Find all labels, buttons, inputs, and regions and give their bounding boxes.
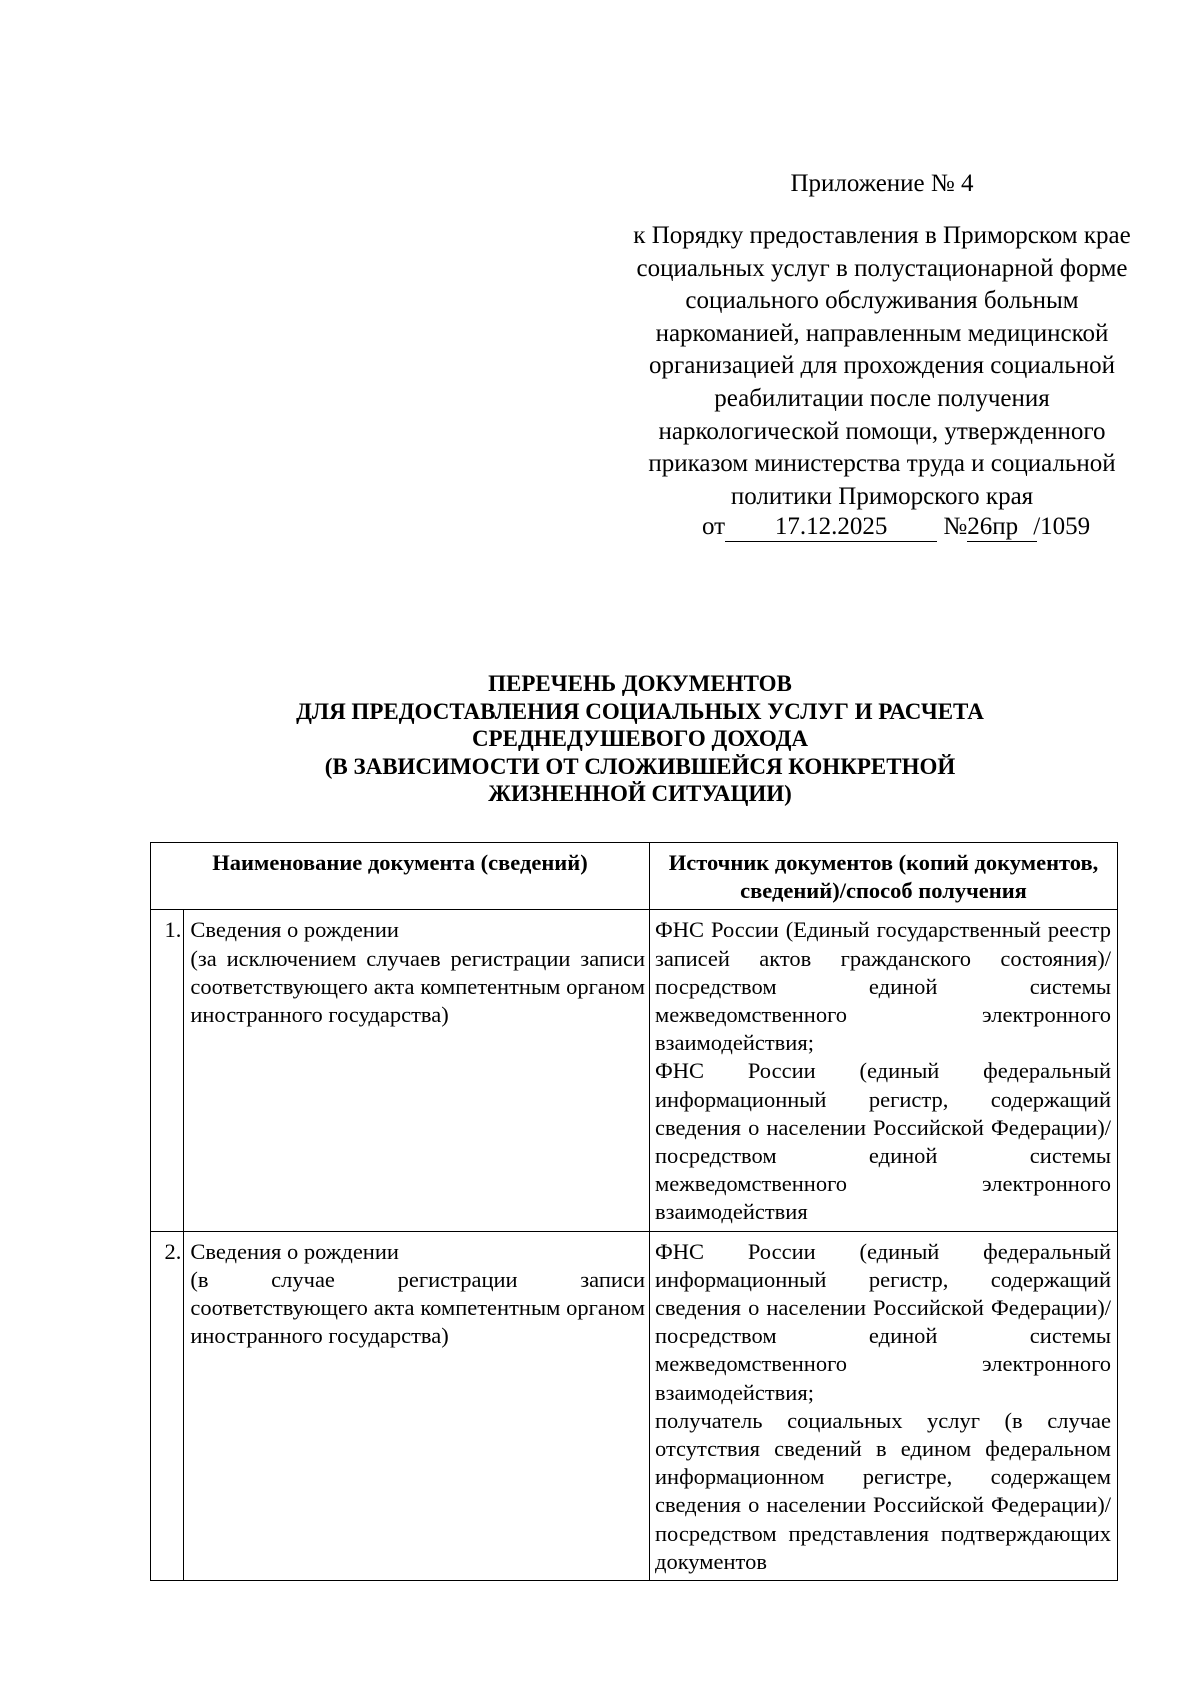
date-prefix: от: [702, 513, 726, 541]
row-name-title: Сведения о рождении: [190, 917, 399, 943]
heading-line: СРЕДНЕДУШЕВОГО ДОХОДА: [471, 726, 809, 751]
table-row: [151, 1231, 1118, 1580]
source-paragraph: ФНС России (Единый государственный реестр записей актов гражданского состояния)/посредством единой системы межведомственного электронного взаимодействия;: [655, 917, 1111, 1056]
source-paragraph: ФНС России (единый федеральный информационный регистр, содержащий сведения о населении Российской Федерации)/посредством единой системы межведомственного электронного взаимодействия: [655, 1058, 1111, 1225]
row-name-title: Сведения о рождении: [190, 1238, 399, 1264]
order-number-suffix: /1059: [1033, 513, 1091, 541]
row-name: [184, 1231, 650, 1580]
heading-line: ПЕРЕЧЕНЬ ДОКУМЕНТОВ: [488, 671, 792, 696]
order-number-field: 26пр: [967, 513, 1037, 542]
documents-table: [150, 842, 1118, 1581]
document-heading: [140, 670, 1140, 808]
source-paragraph: ФНС России (единый федеральный информационный регистр, содержащий сведения о населении Российской Федерации)/посредством единой системы межведомственного электронного взаимодействия;: [655, 1238, 1111, 1405]
appendix-date-line: [632, 511, 1132, 545]
row-source: [650, 1231, 1118, 1580]
appendix-title: Приложение № 4: [790, 170, 974, 197]
row-name: [184, 910, 650, 1231]
table-row: [151, 910, 1118, 1231]
header-source: Источник документов (копий документов, сведений)/способ получения: [650, 843, 1118, 910]
order-date-field: 17.12.2025: [725, 513, 937, 542]
row-source: [650, 910, 1118, 1231]
source-paragraph: получатель социальных услуг (в случае отсутствия сведений в едином федеральном информационном регистре, содержащем сведения о населении Российской Федерации)/посредством представления подтверждающих документов: [655, 1407, 1111, 1574]
heading-line: ДЛЯ ПРЕДОСТАВЛЕНИЯ СОЦИАЛЬНЫХ УСЛУГ И РАСЧЕТА: [296, 698, 984, 724]
appendix-body: к Порядку предоставления в Приморском крае социальных услуг в полустационарной форме социального обслуживания больным наркоманией, направленным медицинской организацией для прохождения социальной реабилитации после получения наркологической помощи, утвержденного приказом министерства труда и социальной политики Приморского края: [633, 222, 1131, 510]
header-name: Наименование документа (сведений): [151, 843, 650, 910]
row-name-detail: (за исключением случаев регистрации записи соответствующего акта компетентным органом иностранного государства): [190, 945, 645, 1028]
table-header-row: [151, 843, 1118, 910]
row-number: 1.: [151, 910, 184, 1231]
row-number: 2.: [151, 1231, 184, 1580]
row-name-detail: (в случае регистрации записи соответствующего акта компетентным органом иностранного государства): [190, 1266, 645, 1349]
number-prefix: №: [943, 513, 968, 541]
heading-line: ЖИЗНЕННОЙ СИТУАЦИИ): [488, 781, 792, 806]
appendix-block: [632, 168, 1132, 545]
heading-line: (В ЗАВИСИМОСТИ ОТ СЛОЖИВШЕЙСЯ КОНКРЕТНОЙ: [324, 753, 956, 779]
